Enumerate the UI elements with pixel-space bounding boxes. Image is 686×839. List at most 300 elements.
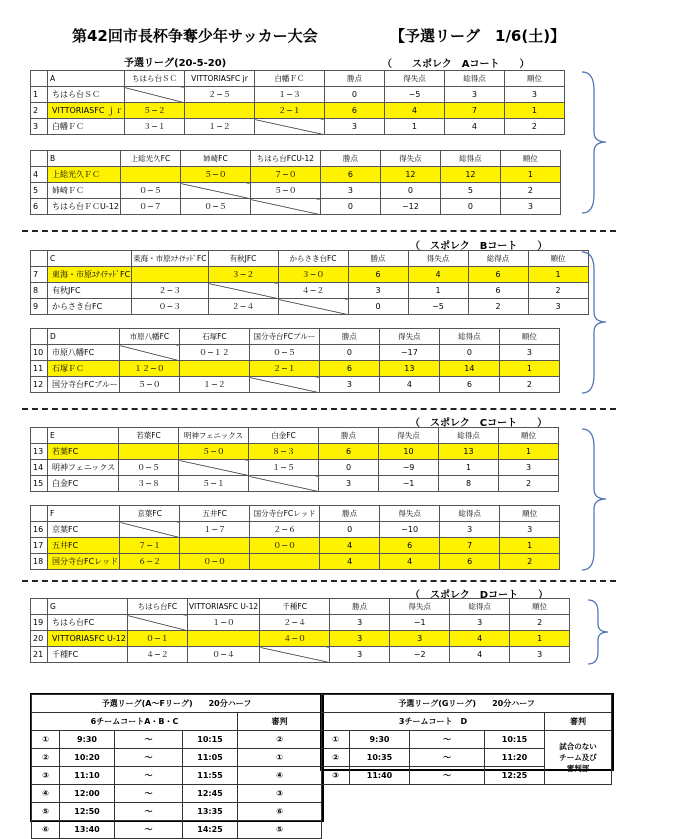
schedule-row	[32, 803, 322, 821]
row-number: 3	[31, 119, 48, 135]
stat-value: 2	[528, 283, 588, 299]
empty-cell	[31, 251, 48, 267]
stat-value: 4	[320, 538, 380, 554]
schedule-left-title: 予選リーグ(A〜Fリーグ) 20分ハーフ	[32, 695, 322, 713]
schedule-ref: ④	[238, 767, 322, 785]
schedule-mark: ②	[322, 749, 350, 767]
team-header: ちはら台FC	[127, 599, 187, 615]
match-result: １−７	[180, 522, 250, 538]
match-result: ２−６	[250, 522, 320, 538]
stat-header: 総得点	[450, 599, 510, 615]
ref-note-line: 審判部	[566, 764, 590, 773]
row-number: 9	[31, 299, 48, 315]
page-subtitle: 【予選リーグ 1/6(土)】	[390, 27, 566, 45]
stat-header: 得失点	[380, 151, 440, 167]
schedule-end: 11:20	[485, 749, 545, 767]
stat-header: 順位	[500, 151, 560, 167]
team-header: ちはら台ＳＣ	[124, 71, 184, 87]
diagonal-cell	[249, 377, 319, 393]
stat-value: 14	[439, 361, 499, 377]
row-number: 16	[31, 522, 48, 538]
stat-value: −5	[408, 299, 468, 315]
stat-header: 勝点	[330, 599, 390, 615]
match-result: ４−２	[127, 647, 187, 663]
stat-value: 6	[319, 444, 379, 460]
stat-value: 4	[450, 647, 510, 663]
stat-value: 2	[500, 183, 560, 199]
stat-value: 3	[330, 615, 390, 631]
schedule-mark: ①	[322, 731, 350, 749]
stat-value: 0	[380, 183, 440, 199]
schedule-start: 9:30	[60, 731, 115, 749]
schedule-tilde: 〜	[115, 785, 183, 803]
group-label: B	[48, 151, 121, 167]
schedule-end: 11:05	[183, 749, 238, 767]
stat-value: 1	[499, 444, 559, 460]
stat-value: 4	[379, 377, 439, 393]
schedule-mark: ②	[32, 749, 60, 767]
stat-value: 0	[320, 522, 380, 538]
schedule-row	[32, 749, 322, 767]
team-header: 白幡ＦＣ	[254, 71, 324, 87]
team-name: 京葉FC	[48, 522, 120, 538]
row-number: 20	[31, 631, 48, 647]
stat-value: −9	[379, 460, 439, 476]
schedule-start: 10:35	[350, 749, 410, 767]
team-name: ちはら台ＳＣ	[48, 87, 125, 103]
stat-value: 2	[499, 377, 559, 393]
match-result: ２−５	[184, 87, 254, 103]
match-result: ０−０	[250, 538, 320, 554]
schedule-right-title: 予選リーグ(Gリーグ) 20分ハーフ	[322, 695, 612, 713]
stat-value: −2	[390, 647, 450, 663]
match-result: ０−５	[249, 345, 319, 361]
page-title: 第42回市長杯争奪少年サッカー大会	[72, 27, 318, 45]
schedule-row	[32, 731, 322, 749]
team-header: ちはら台FCU-12	[250, 151, 320, 167]
empty-cell	[31, 71, 48, 87]
table-row	[31, 199, 616, 215]
table-row	[31, 267, 644, 283]
league-label: 予選リーグ(20-5-20)	[124, 58, 227, 69]
table-row	[31, 119, 620, 135]
court-d-label: （ スポレク Dコート ）	[410, 590, 549, 601]
stat-value: 7	[440, 538, 500, 554]
schedule-end: 12:25	[485, 767, 545, 785]
stat-value: 1	[510, 631, 570, 647]
diagonal-cell	[180, 183, 250, 199]
match-result: ０−０	[180, 554, 250, 570]
table-row	[31, 522, 615, 538]
stat-value: 1	[500, 167, 560, 183]
stat-value: 1	[500, 538, 560, 554]
stat-header: 勝点	[348, 251, 408, 267]
group-table	[30, 250, 644, 315]
row-number: 8	[31, 283, 48, 299]
court-a-label: （ スポレク Aコート ）	[382, 59, 530, 70]
match-result: １−３	[254, 87, 324, 103]
team-name: 姉崎ＦＣ	[48, 183, 121, 199]
row-number: 13	[31, 444, 48, 460]
stat-value: 4	[450, 631, 510, 647]
stat-value: 6	[439, 377, 499, 393]
match-result: ０−１	[127, 631, 187, 647]
team-name: 明神フェニックス	[48, 460, 119, 476]
ref-note-line: 試合のない	[559, 742, 597, 751]
table-row	[31, 345, 615, 361]
diagonal-cell	[180, 538, 250, 554]
diagonal-cell	[249, 476, 319, 492]
stat-header: 順位	[500, 506, 560, 522]
match-result: ２−４	[260, 615, 330, 631]
table-row	[31, 167, 616, 183]
table-row	[31, 299, 644, 315]
match-result: ５−１	[179, 476, 249, 492]
team-name: 東海・市原ﾕﾅｲﾃｯﾄﾞFC	[48, 267, 132, 283]
schedule-mark: ④	[32, 785, 60, 803]
stat-value: 3	[510, 647, 570, 663]
diagonal-cell	[132, 267, 208, 283]
stat-value: 2	[500, 554, 560, 570]
team-header: 千種FC	[260, 599, 330, 615]
table-row	[31, 103, 620, 119]
brace-icon	[586, 598, 612, 666]
stat-value: 4	[444, 119, 504, 135]
row-number: 7	[31, 267, 48, 283]
schedule-mark: ③	[32, 767, 60, 785]
match-result: ７−１	[120, 538, 180, 554]
table-row	[31, 444, 614, 460]
empty-cell	[31, 506, 48, 522]
match-result: ０−５	[180, 199, 250, 215]
stat-value: 6	[348, 267, 408, 283]
match-result: ６−２	[120, 554, 180, 570]
diagonal-cell	[187, 631, 259, 647]
stat-header: 得失点	[379, 428, 439, 444]
team-header: 上総光久FC	[120, 151, 180, 167]
stat-value: −1	[379, 476, 439, 492]
match-result: ３−２	[208, 267, 278, 283]
stat-header: 順位	[504, 71, 564, 87]
match-result: ０−５	[120, 183, 180, 199]
stat-header: 総得点	[440, 506, 500, 522]
row-number: 10	[31, 345, 48, 361]
match-result: ３−０	[278, 267, 348, 283]
schedule-right-subtitle: 3チームコート D	[322, 713, 545, 731]
row-number: 21	[31, 647, 48, 663]
stat-value: 3	[324, 119, 384, 135]
group-label: D	[48, 329, 120, 345]
table-row	[31, 554, 615, 570]
group-table	[30, 70, 620, 135]
diagonal-cell	[250, 554, 320, 570]
court-c-label: （ スポレク Cコート ）	[410, 418, 548, 429]
stat-value: 4	[384, 103, 444, 119]
stat-value: −12	[380, 199, 440, 215]
row-number: 14	[31, 460, 48, 476]
match-result: ３−１	[124, 119, 184, 135]
team-header: 有秋JFC	[208, 251, 278, 267]
schedule-end: 14:25	[183, 821, 238, 839]
schedule-left-table	[31, 694, 322, 839]
match-result: １−２	[184, 119, 254, 135]
stat-value: 6	[324, 103, 384, 119]
team-name: 市原八幡FC	[48, 345, 120, 361]
schedule-ref: ③	[238, 785, 322, 803]
stat-value: 3	[499, 345, 559, 361]
match-result: ２−１	[254, 103, 324, 119]
row-number: 1	[31, 87, 48, 103]
match-result: １２−０	[119, 361, 179, 377]
schedule-mark: ⑤	[32, 803, 60, 821]
schedule-row	[32, 785, 322, 803]
table-row	[31, 615, 625, 631]
stat-value: −1	[390, 615, 450, 631]
divider	[22, 408, 616, 410]
schedule-tilde: 〜	[410, 767, 485, 785]
stat-value: 6	[468, 283, 528, 299]
stat-value: 1	[439, 460, 499, 476]
match-result: ５−０	[179, 444, 249, 460]
stat-value: 3	[444, 87, 504, 103]
stat-header: 得失点	[379, 329, 439, 345]
stat-value: 3	[528, 299, 588, 315]
stat-value: 5	[440, 183, 500, 199]
team-name: 白金FC	[48, 476, 119, 492]
table-row	[31, 377, 615, 393]
diagonal-cell	[184, 103, 254, 119]
stat-header: 総得点	[439, 428, 499, 444]
team-name: 若葉FC	[48, 444, 119, 460]
row-number: 6	[31, 199, 48, 215]
stat-value: 6	[468, 267, 528, 283]
match-result: １−０	[187, 615, 259, 631]
match-result: ５−０	[250, 183, 320, 199]
match-result: ５−０	[180, 167, 250, 183]
stat-value: 3	[500, 199, 560, 215]
table-row	[31, 183, 616, 199]
schedule-tilde: 〜	[410, 731, 485, 749]
match-result: ５−２	[124, 103, 184, 119]
team-name: 白幡ＦＣ	[48, 119, 125, 135]
diagonal-cell	[250, 199, 320, 215]
stat-value: 12	[380, 167, 440, 183]
schedule-tilde: 〜	[115, 821, 183, 839]
stat-value: 4	[408, 267, 468, 283]
stat-header: 勝点	[324, 71, 384, 87]
match-result: ２−３	[132, 283, 208, 299]
schedule-end: 10:15	[183, 731, 238, 749]
stat-value: 3	[500, 522, 560, 538]
match-result: ０−７	[120, 199, 180, 215]
empty-cell	[31, 329, 48, 345]
brace-icon	[580, 250, 610, 395]
team-header: 石塚FC	[179, 329, 249, 345]
stat-header: 順位	[510, 599, 570, 615]
schedule-row	[322, 731, 612, 749]
court-b-label: （ スポレク Bコート ）	[410, 241, 548, 252]
stat-value: 3	[320, 183, 380, 199]
stat-value: 1	[384, 119, 444, 135]
stat-header: 順位	[499, 329, 559, 345]
group-table	[30, 328, 615, 393]
match-result: ８−３	[249, 444, 319, 460]
stat-value: −10	[380, 522, 440, 538]
stat-value: 0	[319, 345, 379, 361]
schedule-end: 13:35	[183, 803, 238, 821]
stat-value: 1	[408, 283, 468, 299]
diagonal-cell	[179, 460, 249, 476]
diagonal-cell	[127, 615, 187, 631]
stat-value: 3	[499, 460, 559, 476]
diagonal-cell	[278, 299, 348, 315]
schedule-start: 10:20	[60, 749, 115, 767]
schedule-mark: ①	[32, 731, 60, 749]
table-row	[31, 460, 614, 476]
schedule-ref: ①	[238, 749, 322, 767]
schedule-tilde: 〜	[115, 731, 183, 749]
match-result: ０−３	[132, 299, 208, 315]
stat-value: 8	[439, 476, 499, 492]
stat-value: 3	[319, 377, 379, 393]
team-header: 市原八幡FC	[119, 329, 179, 345]
schedule-end: 12:45	[183, 785, 238, 803]
table-row	[31, 87, 620, 103]
team-header: 白金FC	[249, 428, 319, 444]
diagonal-cell	[254, 119, 324, 135]
team-name: 有秋JFC	[48, 283, 132, 299]
stat-header: 順位	[528, 251, 588, 267]
stat-header: 得失点	[408, 251, 468, 267]
match-result: １−５	[249, 460, 319, 476]
stat-header: 勝点	[320, 506, 380, 522]
row-number: 11	[31, 361, 48, 377]
team-header: VITTORIASFC jr	[184, 71, 254, 87]
stat-value: 7	[444, 103, 504, 119]
team-name: からさき台FC	[48, 299, 132, 315]
stat-value: 1	[499, 361, 559, 377]
match-result: ０−４	[187, 647, 259, 663]
team-header: 姉崎FC	[180, 151, 250, 167]
group-table	[30, 427, 614, 492]
stat-value: 0	[319, 460, 379, 476]
row-number: 4	[31, 167, 48, 183]
match-result: ７−０	[250, 167, 320, 183]
team-header: 若葉FC	[119, 428, 179, 444]
team-header: 五井FC	[180, 506, 250, 522]
schedule-ref-note	[545, 731, 612, 785]
team-name: 千種FC	[48, 647, 128, 663]
stat-value: 6	[440, 554, 500, 570]
row-number: 12	[31, 377, 48, 393]
stat-value: 13	[379, 361, 439, 377]
diagonal-cell	[120, 522, 180, 538]
diagonal-cell	[119, 345, 179, 361]
schedule-end: 11:55	[183, 767, 238, 785]
team-name: 石塚ＦＣ	[48, 361, 120, 377]
stat-value: 4	[320, 554, 380, 570]
match-result: １−２	[179, 377, 249, 393]
stat-value: 6	[380, 538, 440, 554]
row-number: 17	[31, 538, 48, 554]
schedule-tilde: 〜	[115, 767, 183, 785]
schedule-start: 11:10	[60, 767, 115, 785]
table-row	[31, 647, 625, 663]
stat-value: 3	[319, 476, 379, 492]
team-header: 国分寺台FCレッド	[250, 506, 320, 522]
stat-header: 得失点	[384, 71, 444, 87]
row-number: 2	[31, 103, 48, 119]
schedule-left-ref-header: 審判	[238, 713, 322, 731]
schedule-row	[32, 767, 322, 785]
team-header: 明神フェニックス	[179, 428, 249, 444]
team-name: VITTORIASFC ｊｒ	[48, 103, 125, 119]
group-label: G	[48, 599, 128, 615]
ref-note-line: チーム及び	[559, 753, 597, 762]
match-result: ２−１	[249, 361, 319, 377]
stat-value: 3	[348, 283, 408, 299]
stat-header: 総得点	[444, 71, 504, 87]
team-header: 京葉FC	[120, 506, 180, 522]
stat-value: 6	[320, 167, 380, 183]
stat-header: 勝点	[319, 428, 379, 444]
row-number: 5	[31, 183, 48, 199]
schedule-right-ref-header: 審判	[545, 713, 612, 731]
team-header: 国分寺台FCブルー	[249, 329, 319, 345]
team-name: 国分寺台FCブルー	[48, 377, 120, 393]
team-header: VITTORIASFC U-12	[187, 599, 259, 615]
schedule-row	[32, 821, 322, 839]
stat-value: 13	[439, 444, 499, 460]
schedule-ref: ⑥	[238, 803, 322, 821]
group-table	[30, 598, 625, 663]
stat-value: 10	[379, 444, 439, 460]
diagonal-cell	[208, 283, 278, 299]
team-name: ちはら台FC	[48, 615, 128, 631]
schedule-start: 13:40	[60, 821, 115, 839]
stat-value: 1	[504, 103, 564, 119]
schedule-mark: ⑥	[32, 821, 60, 839]
stat-value: 3	[390, 631, 450, 647]
group-label: E	[48, 428, 119, 444]
team-header: からさき台FC	[278, 251, 348, 267]
empty-cell	[31, 151, 48, 167]
stat-value: 0	[324, 87, 384, 103]
stat-header: 得失点	[390, 599, 450, 615]
table-row	[31, 361, 615, 377]
stat-value: 2	[468, 299, 528, 315]
stat-header: 総得点	[439, 329, 499, 345]
match-result: ２−４	[208, 299, 278, 315]
group-table	[30, 505, 615, 570]
schedule-ref: ②	[238, 731, 322, 749]
group-label: F	[48, 506, 120, 522]
schedule-tilde: 〜	[115, 803, 183, 821]
schedule-start: 12:50	[60, 803, 115, 821]
team-name: 上総光久ＦＣ	[48, 167, 121, 183]
schedule-start: 9:30	[350, 731, 410, 749]
team-name: 五井FC	[48, 538, 120, 554]
brace-icon	[580, 70, 610, 215]
schedule-left-subtitle: 6チームコートA・B・C	[32, 713, 238, 731]
empty-cell	[31, 599, 48, 615]
stat-header: 得失点	[380, 506, 440, 522]
stat-value: 3	[330, 631, 390, 647]
team-header: 東海・市原ﾕﾅｲﾃｯﾄﾞFC	[132, 251, 208, 267]
match-result: ４−２	[278, 283, 348, 299]
stat-value: −17	[379, 345, 439, 361]
schedule-start: 12:00	[60, 785, 115, 803]
